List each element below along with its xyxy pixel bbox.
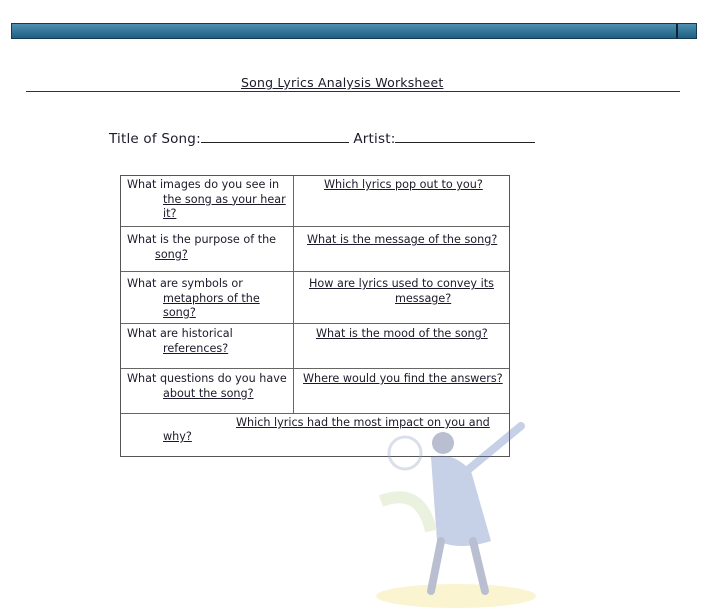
question-symbols xyxy=(127,277,287,321)
question-line: How are lyrics used to convey its xyxy=(309,277,494,290)
artist-label: Artist: xyxy=(353,131,396,147)
question-line: What questions do you have xyxy=(127,372,287,385)
grid-row-divider xyxy=(121,323,509,324)
top-decorative-bar xyxy=(11,23,697,39)
question-line: about the song? xyxy=(163,386,254,400)
question-impact-why xyxy=(163,430,192,445)
song-info-line xyxy=(109,128,535,147)
question-historical xyxy=(127,327,287,356)
question-line: Which lyrics had the most impact on you and xyxy=(236,416,490,429)
grid-row-divider xyxy=(121,226,509,227)
grid-row-divider xyxy=(121,413,509,414)
question-impact xyxy=(236,416,506,431)
question-line: Where would you find the answers? xyxy=(303,372,503,385)
top-bar-endcap xyxy=(676,24,694,38)
question-line: What images do you see in xyxy=(127,178,280,191)
question-convey xyxy=(309,277,499,306)
worksheet-title: Song Lyrics Analysis Worksheet xyxy=(241,75,444,90)
title-of-song-label: Title of Song: xyxy=(109,131,201,147)
artist-blank[interactable] xyxy=(395,128,535,143)
title-underline-rule xyxy=(26,91,680,92)
question-line: song? xyxy=(163,306,196,319)
question-line: why? xyxy=(163,430,192,443)
question-line: What are historical xyxy=(127,327,233,340)
grid-row-divider xyxy=(121,368,509,369)
question-pop-out xyxy=(324,178,483,193)
question-line: message? xyxy=(395,291,452,305)
question-line: metaphors of the xyxy=(163,291,260,305)
question-message xyxy=(307,233,497,248)
worksheet-grid xyxy=(120,175,510,457)
question-line: What is the message of the song? xyxy=(307,233,498,246)
question-your-questions xyxy=(127,372,287,401)
question-line: What is the purpose of the xyxy=(127,233,277,246)
question-line: the song as your hear xyxy=(163,192,286,206)
title-blank[interactable] xyxy=(201,128,349,143)
question-mood xyxy=(316,327,488,342)
question-line: Which lyrics pop out to you? xyxy=(324,178,483,191)
question-answers xyxy=(303,372,503,387)
question-line: What are symbols or xyxy=(127,277,243,290)
question-images xyxy=(127,178,287,222)
grid-column-divider xyxy=(293,176,294,413)
question-line: references? xyxy=(163,341,229,355)
question-line: song? xyxy=(155,247,188,261)
grid-row-divider xyxy=(121,271,509,272)
question-purpose xyxy=(127,233,287,262)
question-line: it? xyxy=(163,207,177,220)
question-line: What is the mood of the song? xyxy=(316,327,488,340)
